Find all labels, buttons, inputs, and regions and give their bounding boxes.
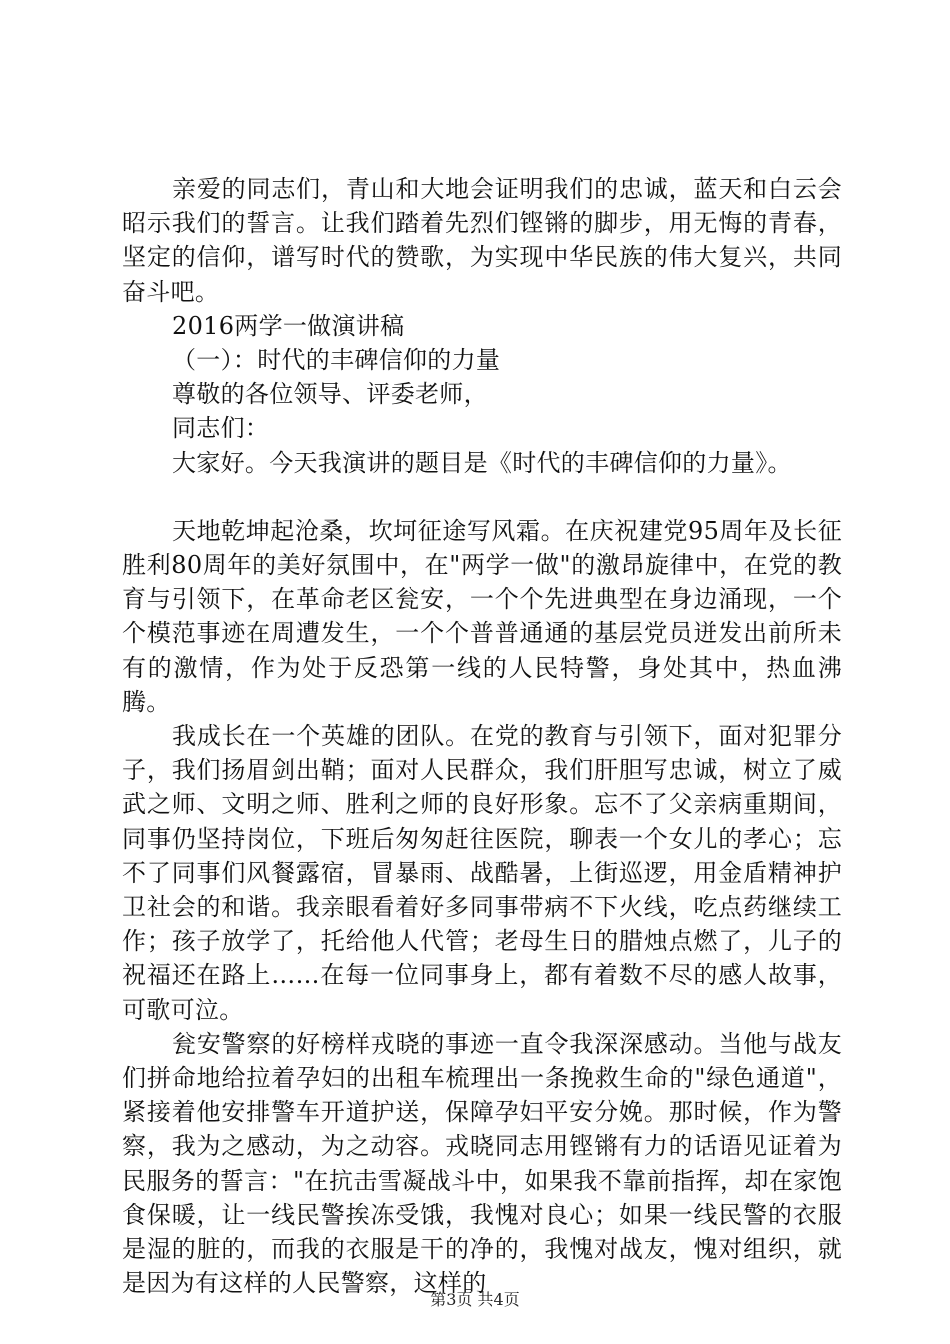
paragraph-role-model: 瓮安警察的好榜样戎晓的事迹一直令我深深感动。当他与战友们拼命地给拉着孕妇的出租车梳理出一条挽救生命的"绿色通道"，紧接着他安排警车开道护送，保障孕妇平安分娩。那时候，作为警察，我为之感动，为之动容。戎晓同志用铿锵有力的话语见证着为民服务的誓言："在抗击雪凝战斗中，如果我不靠前指挥，却在家饱食保暖，让一线民警挨冻受饿，我愧对良心；如果一线民警的衣服是湿的脏的，而我的衣服是干的净的，我愧对战友，愧对组织，就是因为有这样的人民警察，这样的 — [122, 1029, 842, 1298]
section-heading: （一）：时代的丰碑信仰的力量 — [172, 346, 501, 375]
page-indicator: 第3页 共4页 — [430, 1290, 520, 1309]
paragraph-closing: 亲爱的同志们，青山和大地会证明我们的忠诚，蓝天和白云会昭示我们的誓言。让我们踏着先烈们铿锵的脚步，用无悔的青春，坚定的信仰，谱写时代的赞歌，为实现中华民族的伟大复兴，共同奋斗吧。 — [122, 175, 842, 306]
salutation-comrades: 同志们： — [172, 414, 270, 443]
document-body — [122, 172, 842, 1301]
salutation: 尊敬的各位领导、评委老师， — [172, 380, 488, 409]
page-footer — [0, 1290, 950, 1310]
greeting: 大家好。今天我演讲的题目是《时代的丰碑信仰的力量》。 — [172, 448, 792, 477]
paragraph-background: 天地乾坤起沧桑，坎坷征途写风霜。在庆祝建党95周年及长征胜利80周年的美好氛围中，在"两学一做"的激昂旋律中，在党的教育与引领下，在革命老区瓮安，一个个先进典型在身边涌现，一个个模范事迹在周遭发生，一个个普普通通的基层党员迸发出前所未有的激情，作为处于反恐第一线的人民特警，身处其中，热血沸腾。 — [122, 516, 842, 716]
paragraph-team: 我成长在一个英雄的团队。在党的教育与引领下，面对犯罪分子，我们扬眉剑出鞘；面对人民群众，我们肝胆写忠诚，树立了威武之师、文明之师、胜利之师的良好形象。忘不了父亲病重期间，同事仍坚持岗位，下班后匆匆赶往医院，聊表一个女儿的孝心；忘不了同事们风餐露宿，冒暴雨、战酷暑，上街巡逻，用金盾精神护卫社会的和谐。我亲眼看着好多同事带病不下火线，吃点药继续工作；孩子放学了，托给他人代管；老母生日的腊烛点燃了，儿子的祝福还在路上……在每一位同事身上，都有着数不尽的感人故事，可歌可泣。 — [122, 722, 842, 1024]
document-title: 2016两学一做演讲稿 — [172, 311, 405, 340]
